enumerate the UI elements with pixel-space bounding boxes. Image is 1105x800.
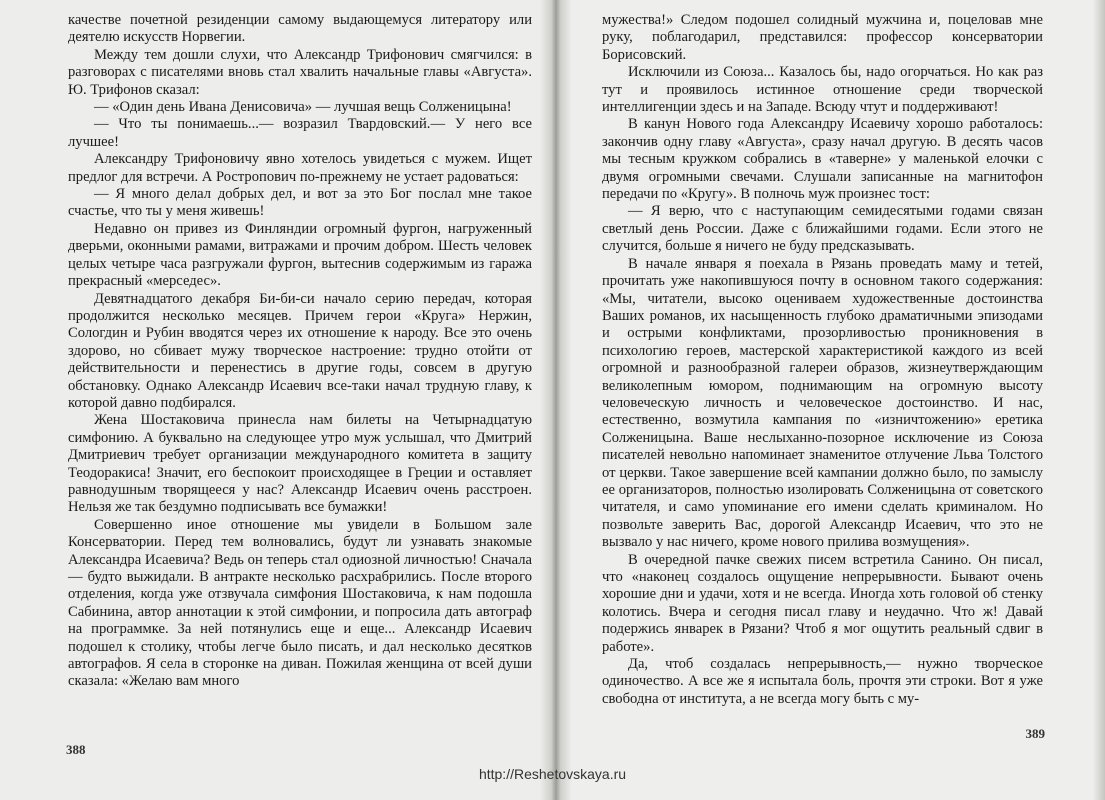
right-page bbox=[556, 0, 1105, 800]
paragraph: Жена Шостаковича принесла нам билеты на Четырнадцатую симфонию. А буквально на следующее утро муж услышал, что Дмитрий Дмитриевич требует организации международного комитета в защиту Теодоракиса! Значит, его беспокоит происходящее в Греции и оставляет равнодушным творящееся у нас? Александр Исаевич очень расстроен. Нельзя же так бездумно подписывать все бумажки! bbox=[68, 412, 532, 516]
paragraph: Совершенно иное отношение мы увидели в Большом зале Консерватории. Перед тем волновались, будут ли узнавать знакомые Александра Исаевича? Ведь он теперь стал одиозной личностью! Сначала — будто выжидали. В антракте несколько расхрабрились. После второго отделения, когда уже отзвучала симфония Шостаковича, к нам подошла Сабинина, автор аннотации к этой симфонии, и попросила дать автограф на программке. За ней потянулись еще и еще... Александр Исаевич подошел к столику, чтобы легче было писать, и дал несколько десятков автографов. Я села в сторонке на диван. Пожилая женщина от всей души сказала: «Желаю вам много bbox=[68, 516, 532, 690]
page-number-left: 388 bbox=[66, 742, 86, 757]
paragraph: Александру Трифоновичу явно хотелось увидеться с мужем. Ищет предлог для встречи. А Ростропович по-прежнему не устает радоваться: bbox=[68, 151, 532, 185]
paragraph: Между тем дошли слухи, что Александр Трифонович смягчился: в разговорах с писателями вновь стал хвалить начальные главы «Августа». Ю. Трифонов сказал: bbox=[68, 46, 532, 98]
right-page-text bbox=[602, 12, 1043, 708]
book-gutter bbox=[540, 0, 572, 800]
paragraph: мужества!» Следом подошел солидный мужчина и, поцеловав мне руку, поблагодарил, представился: профессор консерватории Борисовский. bbox=[602, 12, 1043, 63]
paragraph: — «Один день Ивана Денисовича» — лучшая вещь Солженицына! bbox=[94, 99, 512, 116]
paragraph: Да, чтоб создалась непрерывность,— нужно творческое одиночество. А все же я испытала боль, прочтя эти строки. Вот я уже свободна от института, а не всегда могу быть с му- bbox=[602, 656, 1043, 707]
paragraph: качестве почетной резиденции самому выдающемуся литератору или деятелю искусств Норвегии. bbox=[68, 12, 532, 46]
paragraph: Исключили из Союза... Казалось бы, надо огорчаться. Но как раз тут и проявилось истинное отношение среди творческой интеллигенции здесь и на Западе. Всюду чтут и поддерживают! bbox=[602, 64, 1043, 116]
paragraph: — Что ты понимаешь...— возразил Твардовский.— У него все лучшее! bbox=[68, 116, 532, 150]
paragraph: В начале января я поехала в Рязань проведать маму и тетей, прочитать уже накопившуюся почту в основном такого содержания: «Мы, читатели, высоко оцениваем художественные достоинства Ваших романов, их насыщенность глубоко драматичными эпизодами и острыми конфликтами, прозорливостью проникновения в психологию героев, мастерской характеристикой каждого из всей огромной и разнообразной галереи образов, жизнеутверждающим великолепным юмором, поднимающим на огромную высоту человеческую личность и человеческое достоинство. И нас, естественно, возмутила кампания по «изничтожению» еретика Солженицына. Ваше неслыханно-позорное исключение из Союза писателей невольно напоминает знаменитое отлучение Льва Толстого от церкви. Такое завершение всей кампании должно было, по замыслу ее организаторов, полностью изолировать Солженицына от советского читателя, и само упоминание его имени сделать криминалом. Но позвольте заверить Вас, дорогой Александр Исаевич, что это не вызвало у нас ничего, кроме нового прилива возмущения». bbox=[602, 255, 1043, 551]
paragraph: В канун Нового года Александру Исаевичу хорошо работалось: закончив одну главу «Августа», сразу начал другую. В десять часов мы тесным кружком собрались в «таверне» у маленькой елочки с двумя огромными свечами. Слушали записанные на магнитофон передачи по «Кругу». В полночь муж произнес тост: bbox=[602, 116, 1043, 203]
paragraph: — Я много делал добрых дел, и вот за это Бог послал мне такое счастье, что ты у меня живешь! bbox=[68, 186, 532, 220]
paragraph: — Я верю, что с наступающим семидесятыми годами связан светлый день России. Даже с ближайшими годами. Если этого не случится, больше я ничего не буду предсказывать. bbox=[602, 203, 1043, 255]
source-url: http://Reshetovskaya.ru bbox=[478, 766, 627, 782]
page-edge-shadow bbox=[1093, 0, 1105, 800]
paragraph: Недавно он привез из Финляндии огромный фургон, нагруженный дверьми, оконными рамами, витражами и прочим добром. Шесть человек целых четыре часа разгружали фургон, вытеснив содержимым из гаража прекрасный «мерседес». bbox=[68, 220, 532, 290]
paragraph: Девятнадцатого декабря Би-би-си начало серию передач, которая продолжится несколько месяцев. Причем герои «Круга» Нержин, Сологдин и Рубин вводятся через их отношение к народу. Все это очень здорово, но сбивает мужу творческое настроение: трудно отойти от действительности и перенестись в другие годы, совсем в другую обстановку. Однако Александр Исаевич все-таки начал трудную главу, к которой давно подбирался. bbox=[68, 290, 532, 411]
page-number-right: 389 bbox=[1025, 726, 1045, 741]
paragraph: В очередной пачке свежих писем встретила Санино. Он писал, что «наконец создалось ощущение непрерывности. Бывают очень хорошие дни и удачи, хотя и не всегда. Иногда хоть головой об стенку колотись. Вчера и сегодня писал главу и неудачно. Что ж! Давай подержись январек в Рязани? Чтоб я мог ощутить реальный сдвиг в работе». bbox=[602, 551, 1043, 655]
left-page-text bbox=[68, 12, 532, 691]
